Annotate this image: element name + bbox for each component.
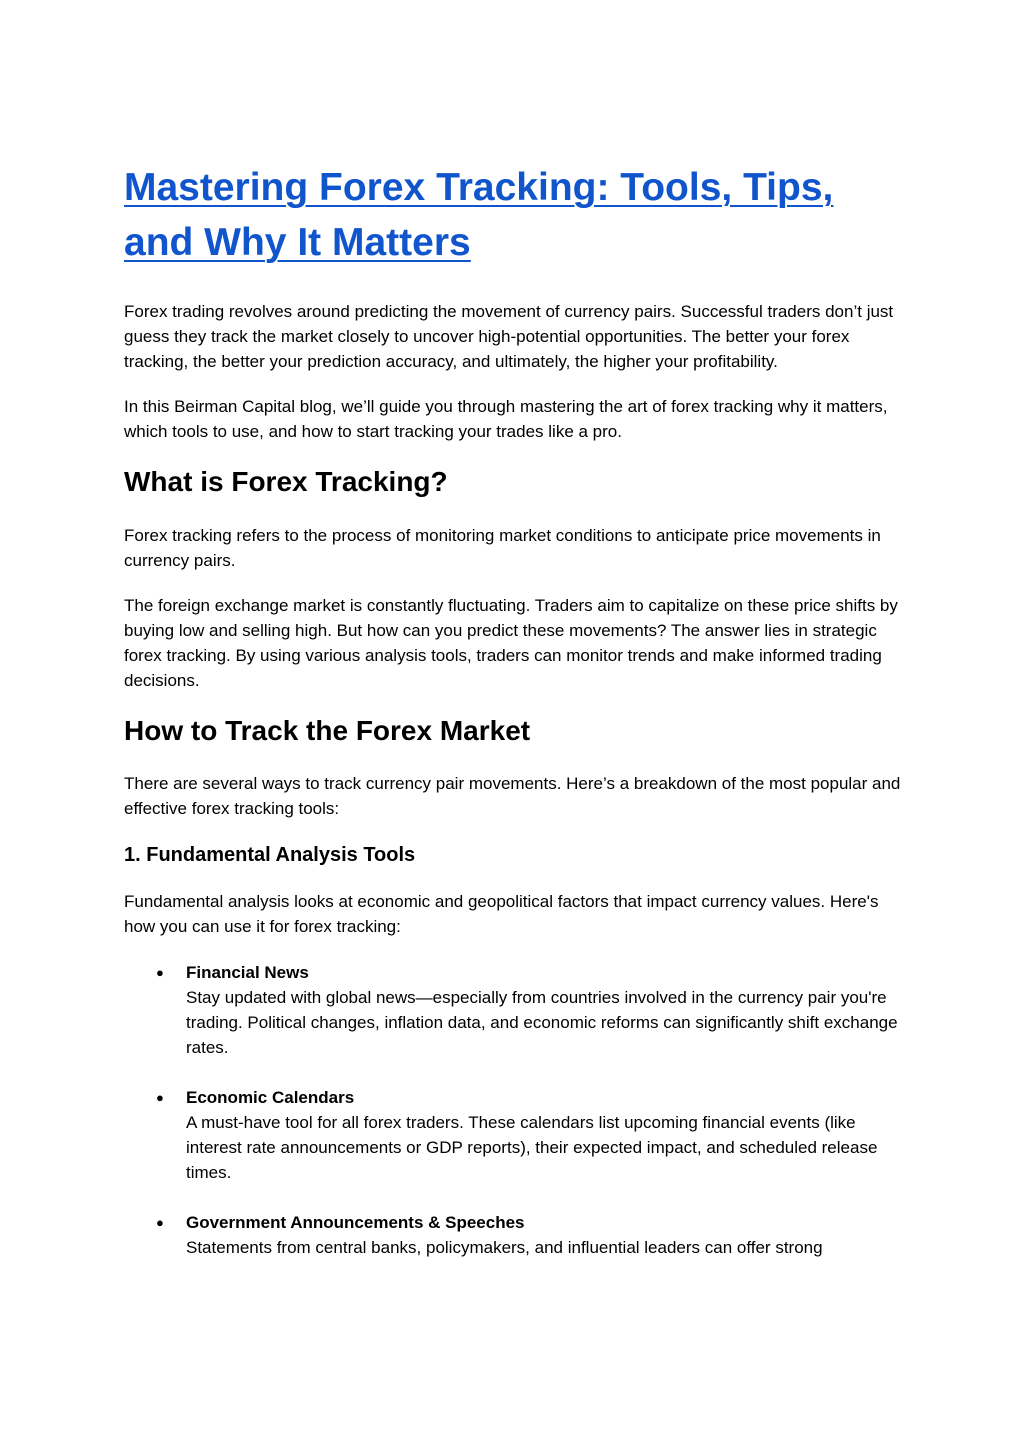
list-item-title: Government Announcements & Speeches bbox=[186, 1213, 525, 1232]
list-item bbox=[124, 1085, 904, 1185]
page-title bbox=[124, 160, 904, 270]
list-item-description: Stay updated with global news—especially from countries involved in the currency pair you're trading. Political changes, inflation data, and economic reforms can significantly shift exchange rates. bbox=[186, 988, 898, 1057]
list-item bbox=[124, 1210, 904, 1260]
list-item bbox=[124, 960, 904, 1060]
bullet-icon: ● bbox=[156, 1215, 164, 1230]
intro-paragraph-1: Forex trading revolves around predicting the movement of currency pairs. Successful traders don’t just guess they track the market closely to uncover high-potential opportunities. The better your forex tracking, the better your prediction accuracy, and ultimately, the higher your profitability. bbox=[124, 302, 894, 371]
bullet-icon: ● bbox=[156, 1090, 164, 1105]
list-item-description: Statements from central banks, policymakers, and influential leaders can offer strong bbox=[186, 1238, 823, 1257]
list-item-description: A must-have tool for all forex traders. These calendars list upcoming financial events (like interest rate announcements or GDP reports), their expected impact, and scheduled release times. bbox=[186, 1113, 878, 1182]
list-item-title: Financial News bbox=[186, 963, 309, 982]
intro-paragraph-2: In this Beirman Capital blog, we’ll guide you through mastering the art of forex tracking why it matters, which tools to use, and how to start tracking your trades like a pro. bbox=[124, 397, 888, 441]
tools-list bbox=[124, 960, 904, 1260]
section1-paragraph-1: Forex tracking refers to the process of monitoring market conditions to anticipate price movements in currency pairs. bbox=[124, 526, 881, 570]
document-page bbox=[124, 160, 904, 1285]
bullet-icon: ● bbox=[156, 965, 164, 980]
title-link[interactable]: Mastering Forex Tracking: Tools, Tips, and Why It Matters bbox=[124, 166, 834, 264]
subsection-paragraph: Fundamental analysis looks at economic and geopolitical factors that impact currency values. Here's how you can use it for forex tracking: bbox=[124, 892, 879, 936]
section1-paragraph-2: The foreign exchange market is constantly fluctuating. Traders aim to capitalize on these price shifts by buying low and selling high. But how can you predict these movements? The answer lies in strategic forex tracking. By using various analysis tools, traders can monitor trends and make informed trading decisions. bbox=[124, 596, 898, 690]
section2-paragraph: There are several ways to track currency pair movements. Here’s a breakdown of the most popular and effective forex tracking tools: bbox=[124, 774, 901, 818]
section-heading-what-is: What is Forex Tracking? bbox=[124, 466, 448, 497]
subsection-heading-fundamental: 1. Fundamental Analysis Tools bbox=[124, 844, 416, 866]
list-item-title: Economic Calendars bbox=[186, 1088, 355, 1107]
section-heading-how-to-track: How to Track the Forex Market bbox=[124, 715, 531, 746]
